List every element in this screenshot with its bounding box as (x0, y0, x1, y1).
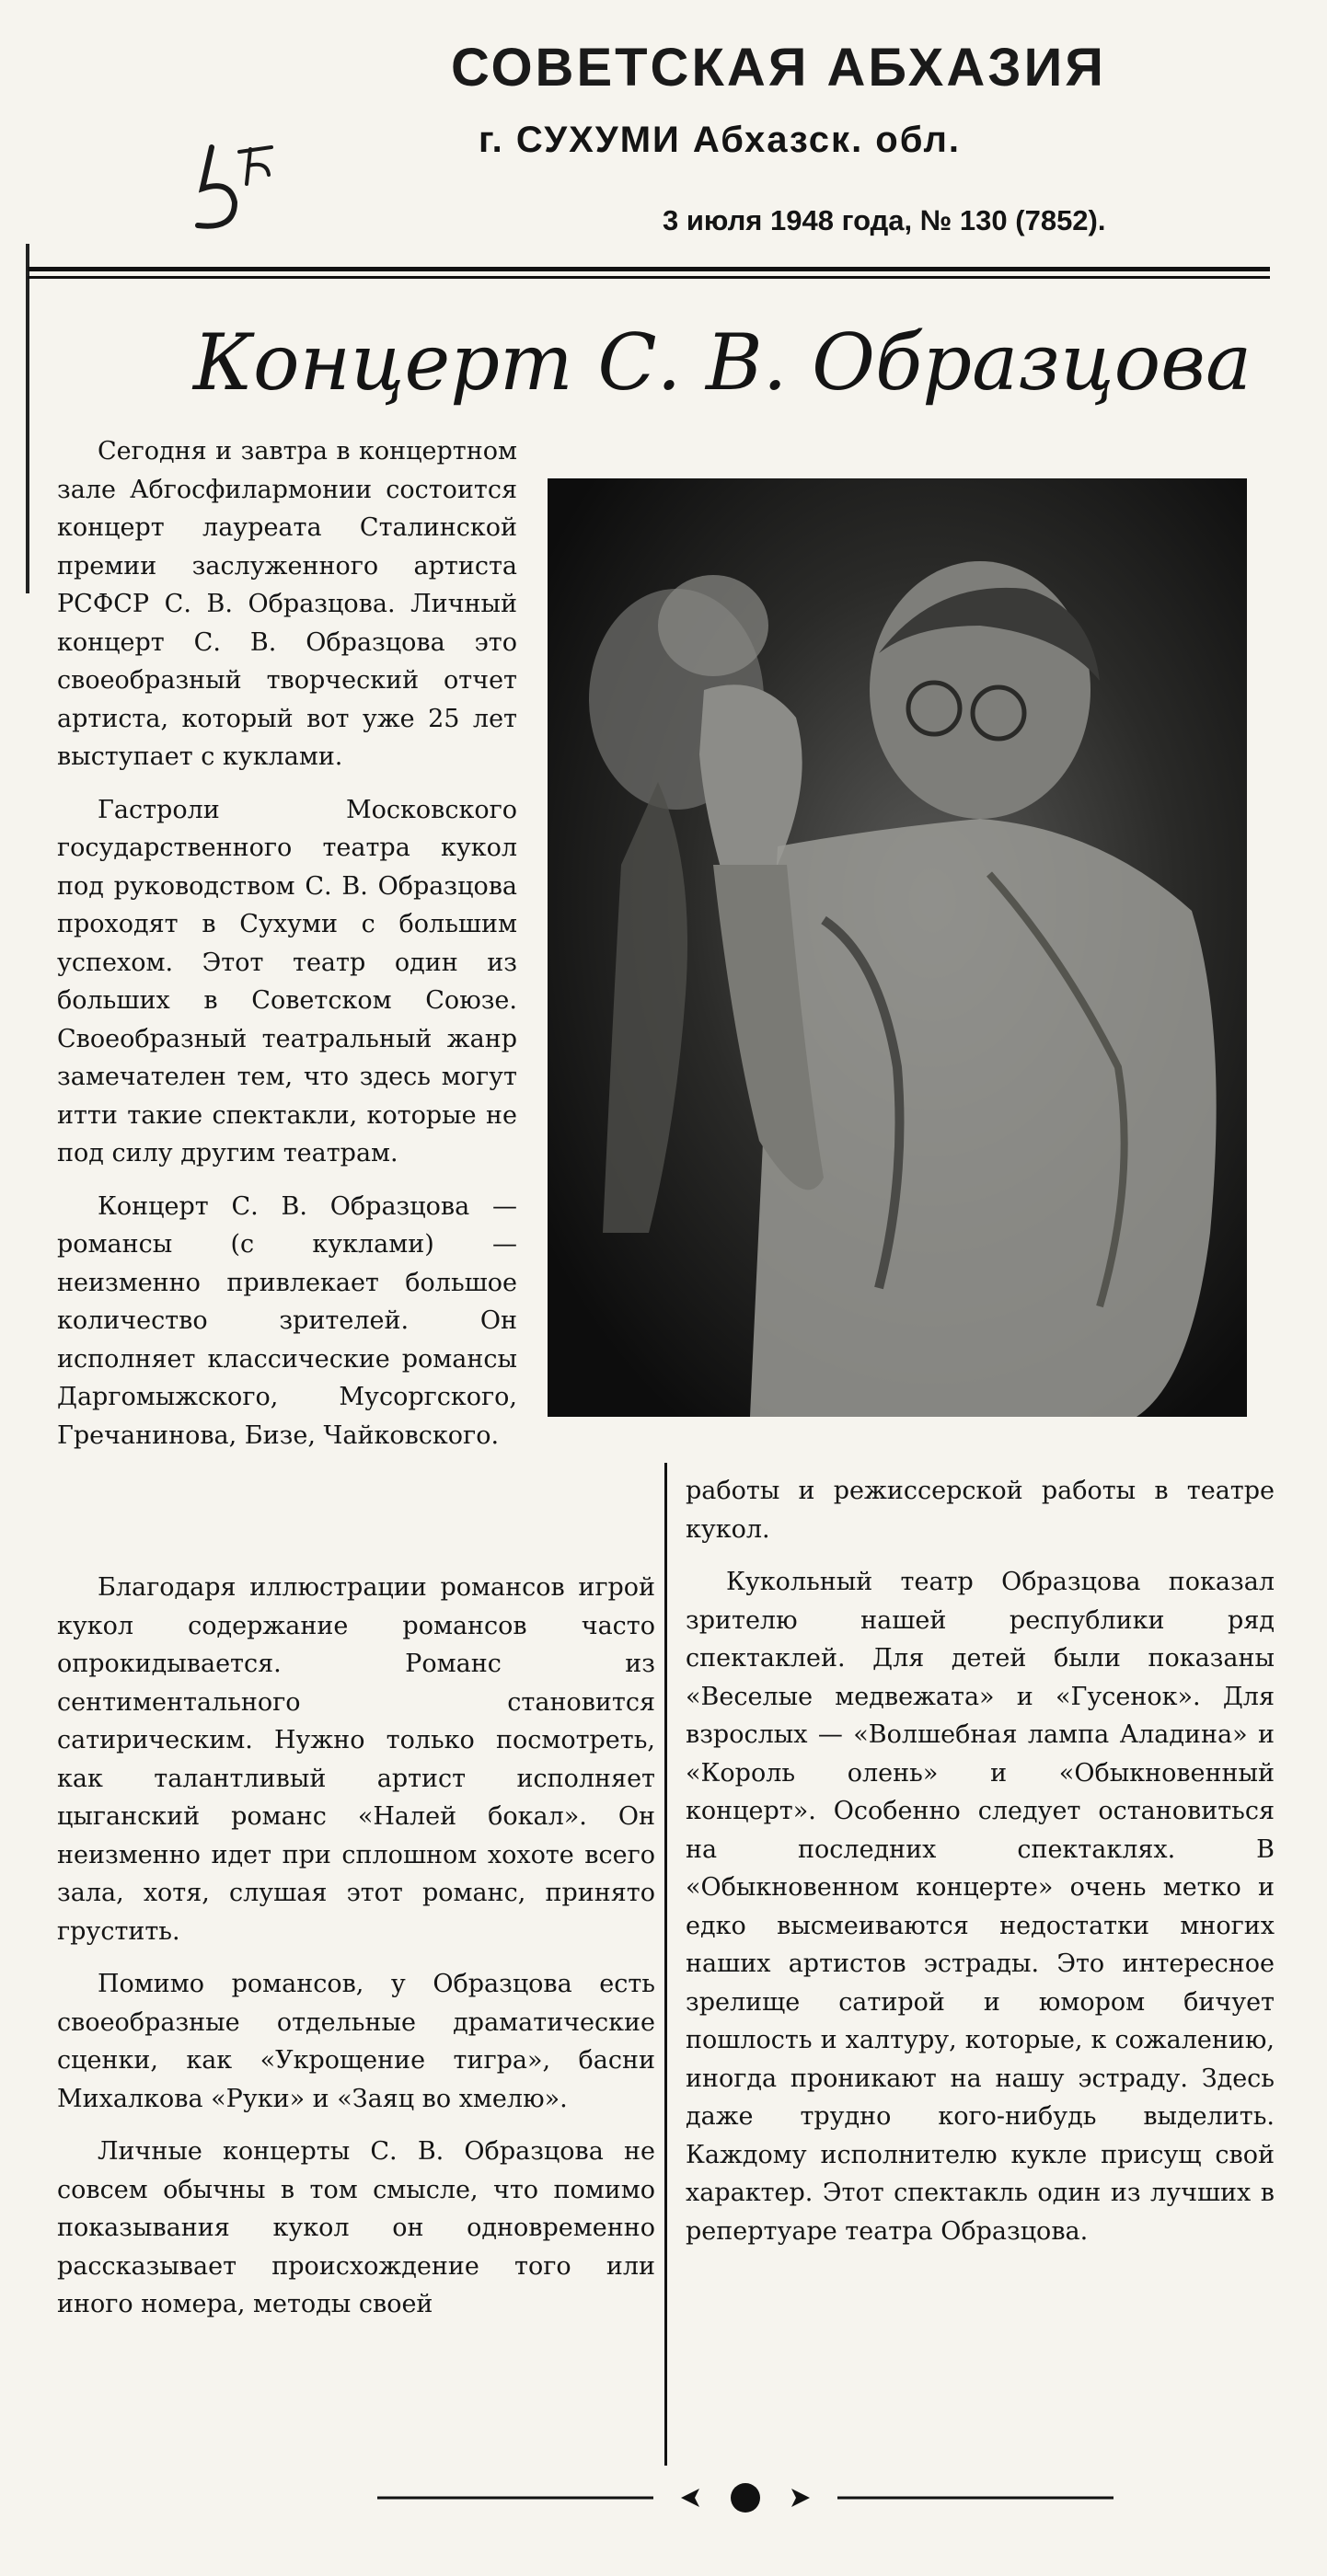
article-column-right (686, 1472, 1275, 2265)
article-column-left (57, 1569, 655, 2339)
paragraph: Кукольный театр Образцова показал зрителю нашей республики ряд спектаклей. Для детей были показаны «Веселые медвежата» и «Гусенок». Для взрослых — «Волшебная лампа Аладина» и «Король олень» и «Обыкновенный концерт». Особенно следует остановиться на последних спектаклях. В «Обыкновенном концерте» очень метко и едко высмеиваются недостатки многих наших артистов эстрады. Это интересное зрелище сатирой и юмором бичует пошлость и халтуру, которые, к сожалению, иногда проникают на нашу эстраду. Здесь даже трудно кого-нибудь выделить. Каждому исполнителю кукле присущ свой характер. Этот спектакль один из лучших в репертуаре театра Образцова. (686, 1568, 1275, 2246)
issue-date-number: 3 июля 1948 года, № 130 (7852). (663, 204, 1106, 236)
photo-illustration (548, 478, 1247, 1417)
paragraph: Благодаря иллюстрации романсов игрой кукол содержание романсов часто опрокидывается. Романс из сентиментального становится сатирическим. Нужно только посмотреть, как талантливый артист исполняет цыганский романс «Налей бокал». Он неизменно идет при сплошном хохоте всего зала, хотя, слушая этот романс, принято грустить. (57, 1573, 655, 1946)
paragraph: Сегодня и завтра в концертном зале Абгосфилармонии состоится концерт лауреата Сталинской премии заслуженного артиста РСФСР С. В. Образцова. Личный концерт С. В. Образцова это своеобразный творческий отчет артиста, который вот уже 25 лет выступает с куклами. (57, 437, 517, 771)
article-column-top-left (57, 432, 517, 1469)
masthead-rule-thin (28, 276, 1270, 279)
paragraph: Помимо романсов, у Образцова есть своеобразные отдельные драматические сценки, как «Укрощение тигра», басни Михалкова «Руки» и «Заяц во хмелю». (57, 1970, 655, 2113)
handwritten-mark (184, 129, 285, 239)
masthead-rule (28, 267, 1270, 271)
newspaper-title: СОВЕТСКАЯ АБХАЗИЯ (451, 38, 1106, 98)
paragraph: Личные концерты С. В. Образцова не совсем обычны в том смысле, что помимо показывания кукол он одновременно рассказывает происхождение того или иного номера, методы своей (57, 2137, 655, 2318)
paragraph: Гастроли Московского государственного театра кукол под руководством С. В. Образцова проходят в Сухуми с большим успехом. Этот театр один из больших в Советском Союзе. Своеобразный театральный жанр замечателен тем, что здесь могут итти такие спектакли, которые не под силу другим театрам. (57, 795, 517, 1167)
left-margin-line (26, 244, 29, 593)
column-divider (664, 1463, 667, 2466)
paragraph: Концерт С. В. Образцова — романсы (с куклами) — неизменно привлекает большое количество зрителей. Он исполняет классические романсы Даргомыжского, Мусоргского, Гречанинова, Бизе, Чайковского. (57, 1191, 517, 1450)
article-photo (548, 478, 1247, 1417)
article-headline: Концерт С. В. Образцова (193, 317, 1252, 408)
footer-ornament (377, 2475, 1114, 2521)
paragraph: работы и режиссерской работы в театре кукол. (686, 1477, 1275, 1544)
newspaper-city: г. СУХУМИ Абхазск. обл. (479, 120, 961, 160)
